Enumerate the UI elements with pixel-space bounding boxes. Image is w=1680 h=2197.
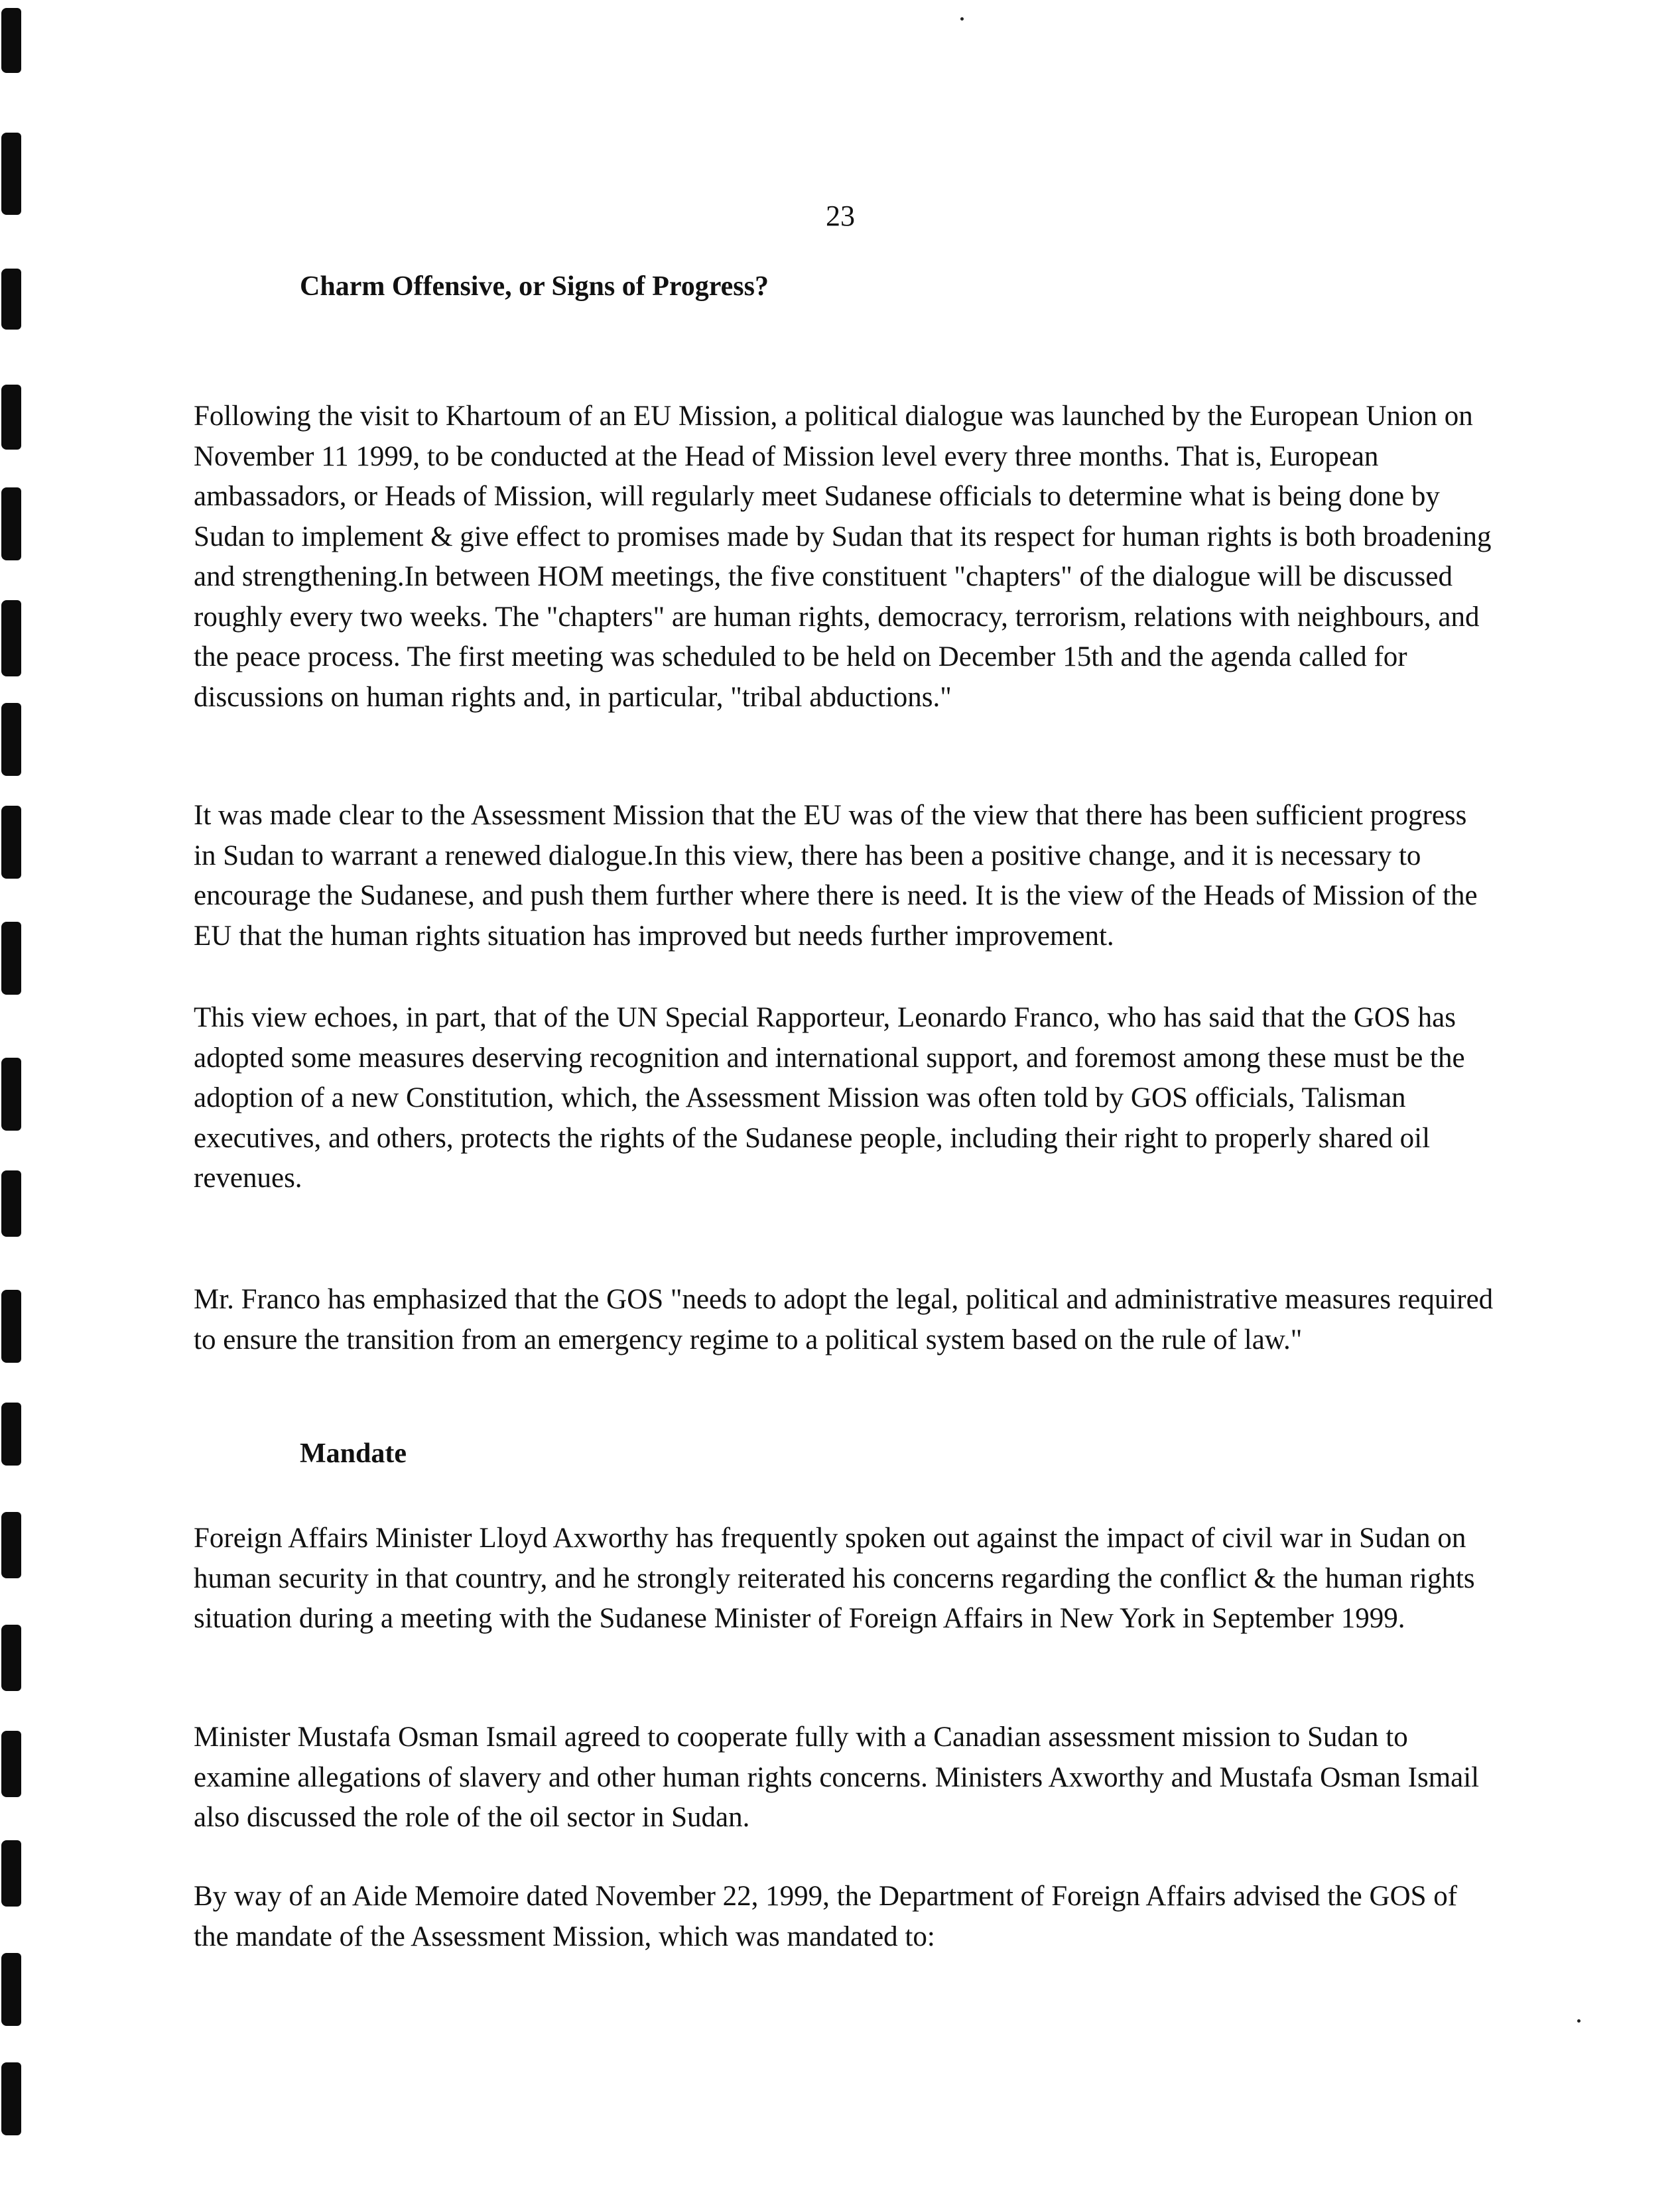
binder-mark [1,806,21,879]
paragraph-axworthy: Foreign Affairs Minister Lloyd Axworthy has frequently spoken out against the impact of civil war in Sudan on human security in that country, and he strongly reiterated his concerns regarding the conflict & the human rights situation during a meeting with the Sudanese Minister of Foreign Affairs in New York in September 1999. [194,1523,1475,1634]
binder-mark [1,922,21,995]
paragraph-aide-memoire: By way of an Aide Memoire dated November 22, 1999, the Department of Foreign Affairs advised the GOS of the mandate of the Assessment Mission, which was mandated to: [194,1881,1458,1952]
paragraph-un-rapporteur: This view echoes, in part, that of the UN Special Rapporteur, Leonardo Franco, who has said that the GOS has adopted some measures deserving recognition and international support, and foremost among these must be the adoption of a new Constitution, which, the Assessment Mission was often told by GOS officials, Talisman executives, and others, protects the rights of the Sudanese people, including their right to properly shared oil revenues. [194,1002,1465,1194]
binder-mark [1,600,21,676]
scan-speck [1577,2019,1581,2023]
binder-mark [1,703,21,776]
paragraph-osman-ismail: Minister Mustafa Osman Ismail agreed to cooperate fully with a Canadian assessment mission to Sudan to examine allegations of slavery and other human rights concerns. Ministers Axworthy and Mustafa Osman Ismail also discussed the role of the oil sector in Sudan. [194,1722,1480,1833]
binder-mark [1,385,21,450]
binder-mark [1,1403,21,1466]
binder-mark [1,133,21,215]
binder-mark [1,1953,21,2026]
binder-mark [1,1290,21,1363]
binder-mark [1,1731,21,1797]
binder-mark [1,8,21,73]
paragraph-franco-emphasis: Mr. Franco has emphasized that the GOS "needs to adopt the legal, political and administrative measures required to ensure the transition from an emergency regime to a political system based on the rule of law." [194,1284,1494,1355]
scan-speck [960,17,964,21]
section-heading-charm-offensive: Charm Offensive, or Signs of Progress? [300,271,769,302]
binder-mark [1,1170,21,1237]
binder-mark [1,2062,21,2135]
paragraph-eu-view: It was made clear to the Assessment Mission that the EU was of the view that there has been sufficient progress in Sudan to warrant a renewed dialogue.In this view, there has been a positive change, and it is necessary to encourage the Sudanese, and push them further where there is need. It is the view of the Heads of Mission of the EU that the human rights situation has improved but needs further improvement. [194,800,1478,952]
binder-mark [1,487,21,560]
binder-mark [1,1840,21,1907]
binder-mark [1,269,21,330]
page-number: 23 [826,200,855,232]
binder-mark [1,1512,21,1578]
paragraph-eu-dialogue: Following the visit to Khartoum of an EU Mission, a political dialogue was launched by the European Union on November 11 1999, to be conducted at the Head of Mission level every three months. That is, European ambassadors, or Heads of Mission, will regularly meet Sudanese officials to determine what is being done by Sudan to implement & give effect to promises made by Sudan that its respect for human rights is both broadening and strengthening.In between HOM meetings, the five constituent "chapters" of the dialogue will be discussed roughly every two weeks. The "chapters" are human rights, democracy, terrorism, relations with neighbours, and the peace process. The first meeting was scheduled to be held on December 15th and the agenda called for discussions on human rights and, in particular, "tribal abductions." [194,401,1492,713]
binder-mark [1,1625,21,1691]
section-heading-mandate: Mandate [300,1438,407,1469]
binder-mark [1,1058,21,1131]
